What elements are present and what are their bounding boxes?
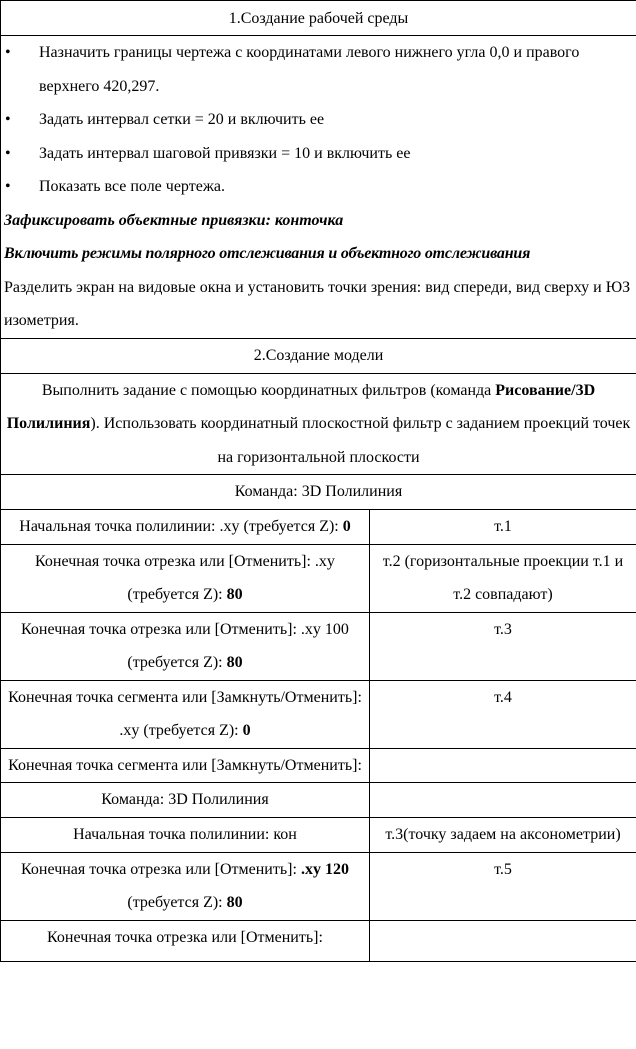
tracking-line: Включить режимы полярного отслеживания и объектного отслеживания [4, 245, 531, 262]
section1-title: 1.Создание рабочей среды [1, 1, 636, 36]
section2-description: Выполнить задание с помощью координатных фильтров (команда Рисование/3D Полилиния). Использовать координатный плоскостной фильтр с заданием проекций точек на горизонтальной плоскости [1, 373, 636, 475]
section2-title: 2.Создание модели [1, 338, 636, 373]
table-row [1, 920, 636, 961]
table-row [1, 748, 636, 783]
bullet-icon: • [5, 111, 11, 128]
prompt-cell: Конечная точка сегмента или [Замкнуть/Отменить]: .xy (требуется Z): 0 [1, 680, 370, 748]
table-row [1, 818, 636, 853]
point-cell: т.5 [370, 852, 636, 920]
prompt-cell: Конечная точка отрезка или [Отменить]: [1, 920, 370, 961]
prompt-cell: Конечная точка отрезка или [Отменить]: .xy (требуется Z): 80 [1, 544, 370, 612]
command1-row [1, 475, 636, 510]
command2-row [1, 783, 636, 818]
section2-title-row [1, 338, 636, 373]
bullet-item-grid: • Задать интервал сетки = 20 и включить ее [1, 103, 636, 137]
section2-description-row [1, 373, 636, 475]
prompt-cell: Начальная точка полилинии: .xy (требуется Z): 0 [1, 510, 370, 545]
table-row [1, 544, 636, 612]
table-row [1, 510, 636, 545]
point-cell: т.1 [370, 510, 636, 545]
point-cell: т.3(точку задаем на аксонометрии) [370, 818, 636, 853]
bullet-item-zoom: • Показать все поле чертежа. [1, 170, 636, 204]
point-cell: т.4 [370, 680, 636, 748]
section1-title-row [1, 1, 636, 36]
point-cell [370, 920, 636, 961]
point-cell: т.2 (горизонтальные проекции т.1 и т.2 совпадают) [370, 544, 636, 612]
section1-content-row [1, 36, 636, 339]
command1-label: Команда: 3D Полилиния [1, 475, 636, 510]
table-row [1, 680, 636, 748]
command2-label: Команда: 3D Полилиния [1, 783, 370, 818]
command2-empty [370, 783, 636, 818]
viewports-line: Разделить экран на видовые окна и установить точки зрения: вид спереди, вид сверху и ЮЗ изометрия. [4, 278, 631, 329]
table-row [1, 612, 636, 680]
prompt-cell: Конечная точка отрезка или [Отменить]: .xy 120 (требуется Z): 80 [1, 852, 370, 920]
bullet-icon: • [5, 178, 11, 195]
object-snap-line: Зафиксировать объектные привязки: конточка [4, 211, 344, 229]
setup-bullet-list [1, 36, 636, 204]
menu-path: Рисование/3D Полилиния [6, 381, 596, 432]
prompt-cell: Конечная точка сегмента или [Замкнуть/Отменить]: [1, 748, 370, 783]
bullet-item-limits: • Назначить границы чертежа с координатами левого нижнего угла 0,0 и правого верхнего 420,297. [1, 36, 636, 103]
table-row [1, 852, 636, 920]
point-cell [370, 748, 636, 783]
point-cell: т.3 [370, 612, 636, 680]
bullet-item-snap: • Задать интервал шаговой привязки = 10 и включить ее [1, 137, 636, 171]
prompt-cell: Начальная точка полилинии: кон [1, 818, 370, 853]
prompt-cell: Конечная точка отрезка или [Отменить]: .xy 100 (требуется Z): 80 [1, 612, 370, 680]
bullet-icon: • [5, 44, 11, 61]
section1-content [1, 36, 636, 339]
bullet-icon: • [5, 144, 11, 162]
